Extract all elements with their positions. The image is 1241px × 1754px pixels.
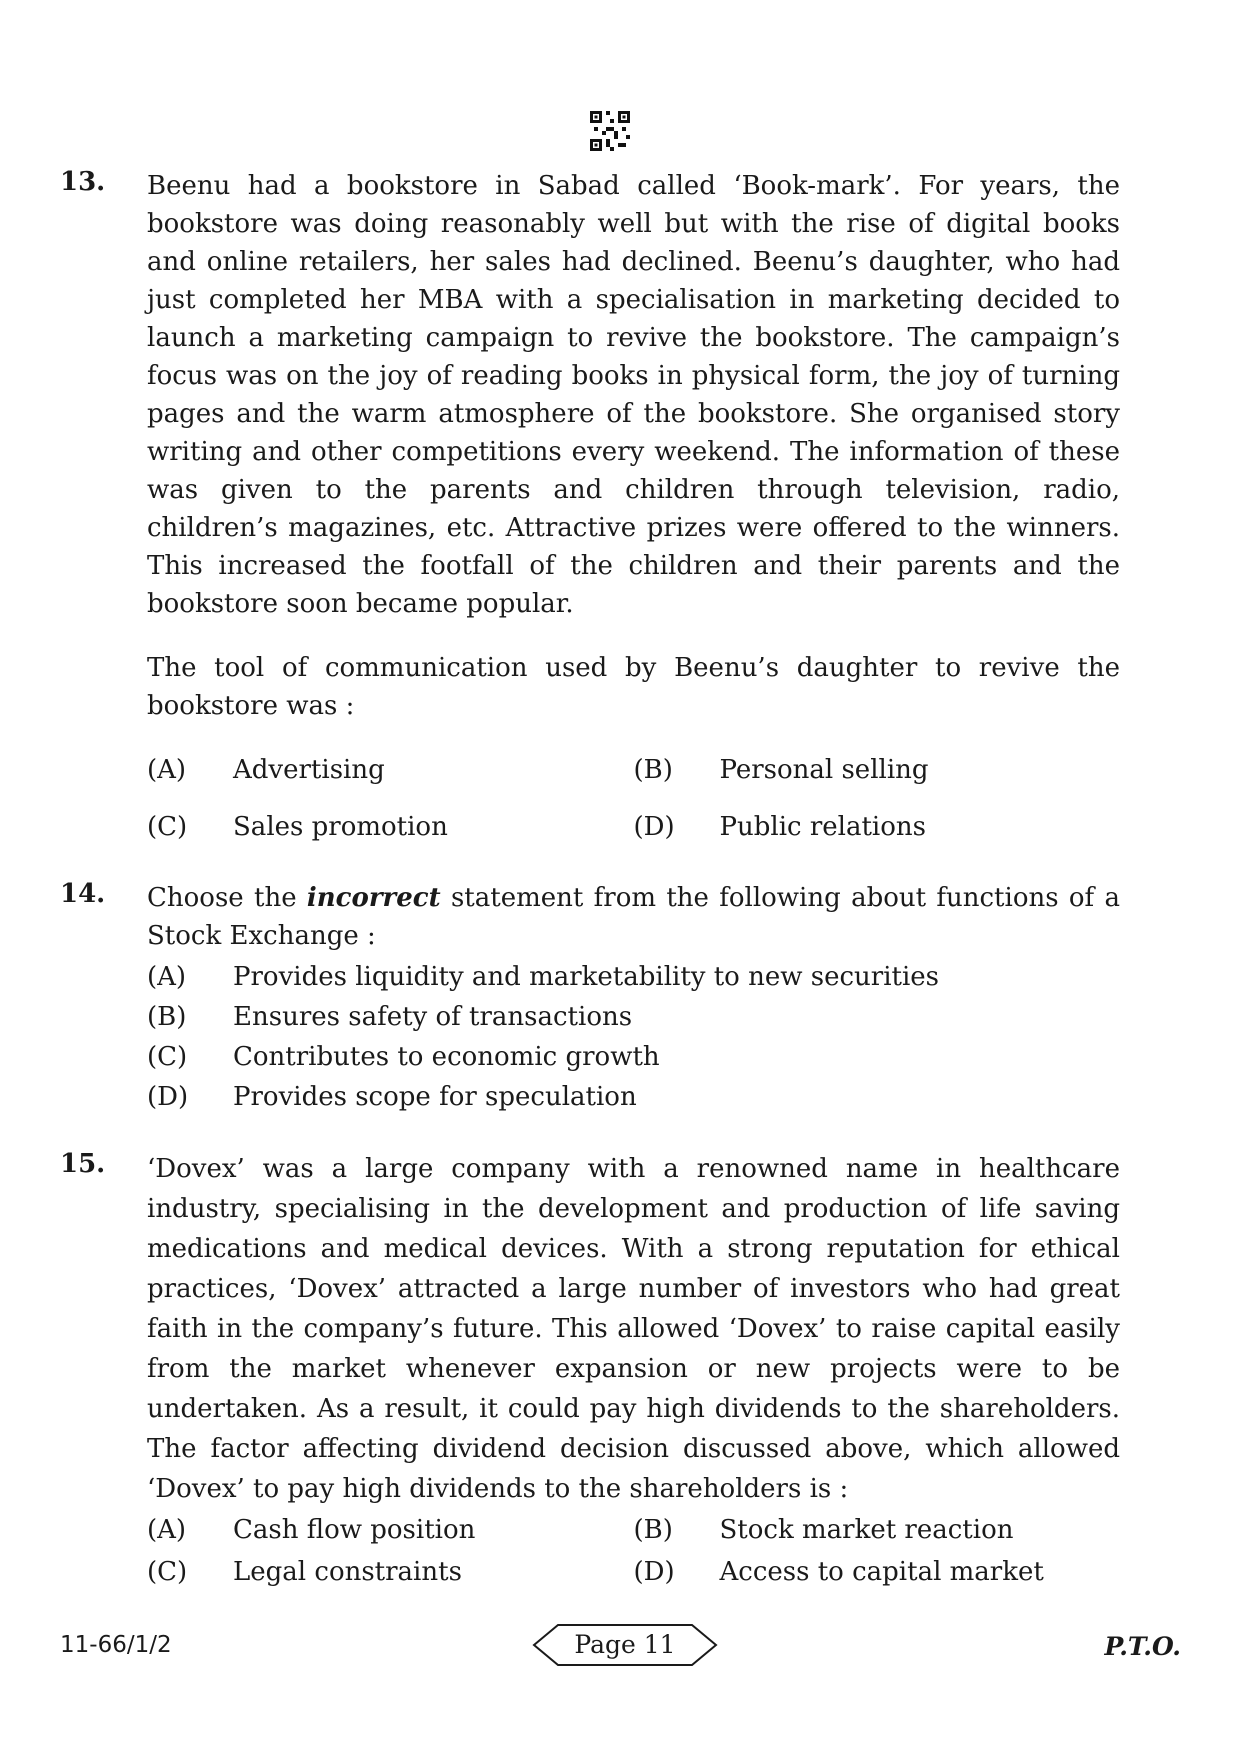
question-13 (60, 167, 1120, 855)
emphasis-incorrect: incorrect (306, 883, 441, 913)
options-list (147, 957, 1120, 1117)
question-number: 13. (60, 167, 106, 197)
question-prompt: The tool of communication used by Beenu’s daughter to revive the bookstore was : (147, 653, 1120, 721)
option-d: (D) Access to capital market (633, 1557, 1044, 1587)
option-a: (A) Advertising (147, 754, 385, 785)
question-passage: ‘Dovex’ was a large company with a renowned name in healthcare industry, specialising in the development and production of life saving medications and medical devices. With a strong reputation for ethical practices, ‘Dovex’ attracted a large number of investors who had great faith in the company’s future. This allowed ‘Dovex’ to raise capital easily from the market whenever expansion or new projects were to be undertaken. As a result, it could pay high dividends to the shareholders. The factor affecting dividend decision discussed above, which allowed ‘Dovex’ to pay high dividends to the shareholders is : (147, 1154, 1120, 1504)
option-c: (C) Legal constraints (147, 1557, 462, 1587)
pto-label: P.T.O. (1104, 1632, 1181, 1661)
option-b: (B) Stock market reaction (633, 1515, 1014, 1545)
question-number: 14. (60, 879, 106, 909)
question-stem: Choose the incorrect statement from the following about functions of a Stock Exchange : (147, 883, 1120, 951)
option-d: (D) Public relations (633, 811, 926, 842)
option-b: (B) Personal selling (633, 754, 929, 785)
question-number: 15. (60, 1149, 106, 1179)
option-a: (A) Cash flow position (147, 1515, 476, 1545)
page-number: Page 11 (574, 1630, 676, 1659)
option-a: (A) Provides liquidity and marketability to new securities (147, 962, 940, 992)
option-c: (C) Sales promotion (147, 811, 448, 842)
option-c: (C) Contributes to economic growth (147, 1042, 660, 1072)
options-grid (147, 1509, 1120, 1593)
option-b: (B) Ensures safety of transactions (147, 1002, 633, 1032)
option-d: (D) Provides scope for speculation (147, 1082, 637, 1112)
options-grid (147, 741, 1120, 855)
question-14 (60, 879, 1120, 1117)
question-passage: Beenu had a bookstore in Sabad called ‘Book-mark’. For years, the bookstore was doing reasonably well but with the rise of digital books and online retailers, her sales had declined. Beenu’s daughter, who had just completed her MBA with a specialisation in marketing decided to launch a marketing campaign to revive the bookstore. The campaign’s focus was on the joy of reading books in physical form, the joy of turning pages and the warm atmosphere of the bookstore. She organised story writing and other competitions every weekend. The information of these was given to the parents and children through television, radio, children’s magazines, etc. Attractive prizes were offered to the winners. This increased the footfall of the children and their parents and the bookstore soon became popular. (147, 171, 1120, 619)
paper-code: 11-66/1/2 (60, 1632, 172, 1658)
question-15 (60, 1149, 1120, 1593)
page-number-badge (532, 1620, 718, 1670)
qr-code (590, 111, 630, 151)
